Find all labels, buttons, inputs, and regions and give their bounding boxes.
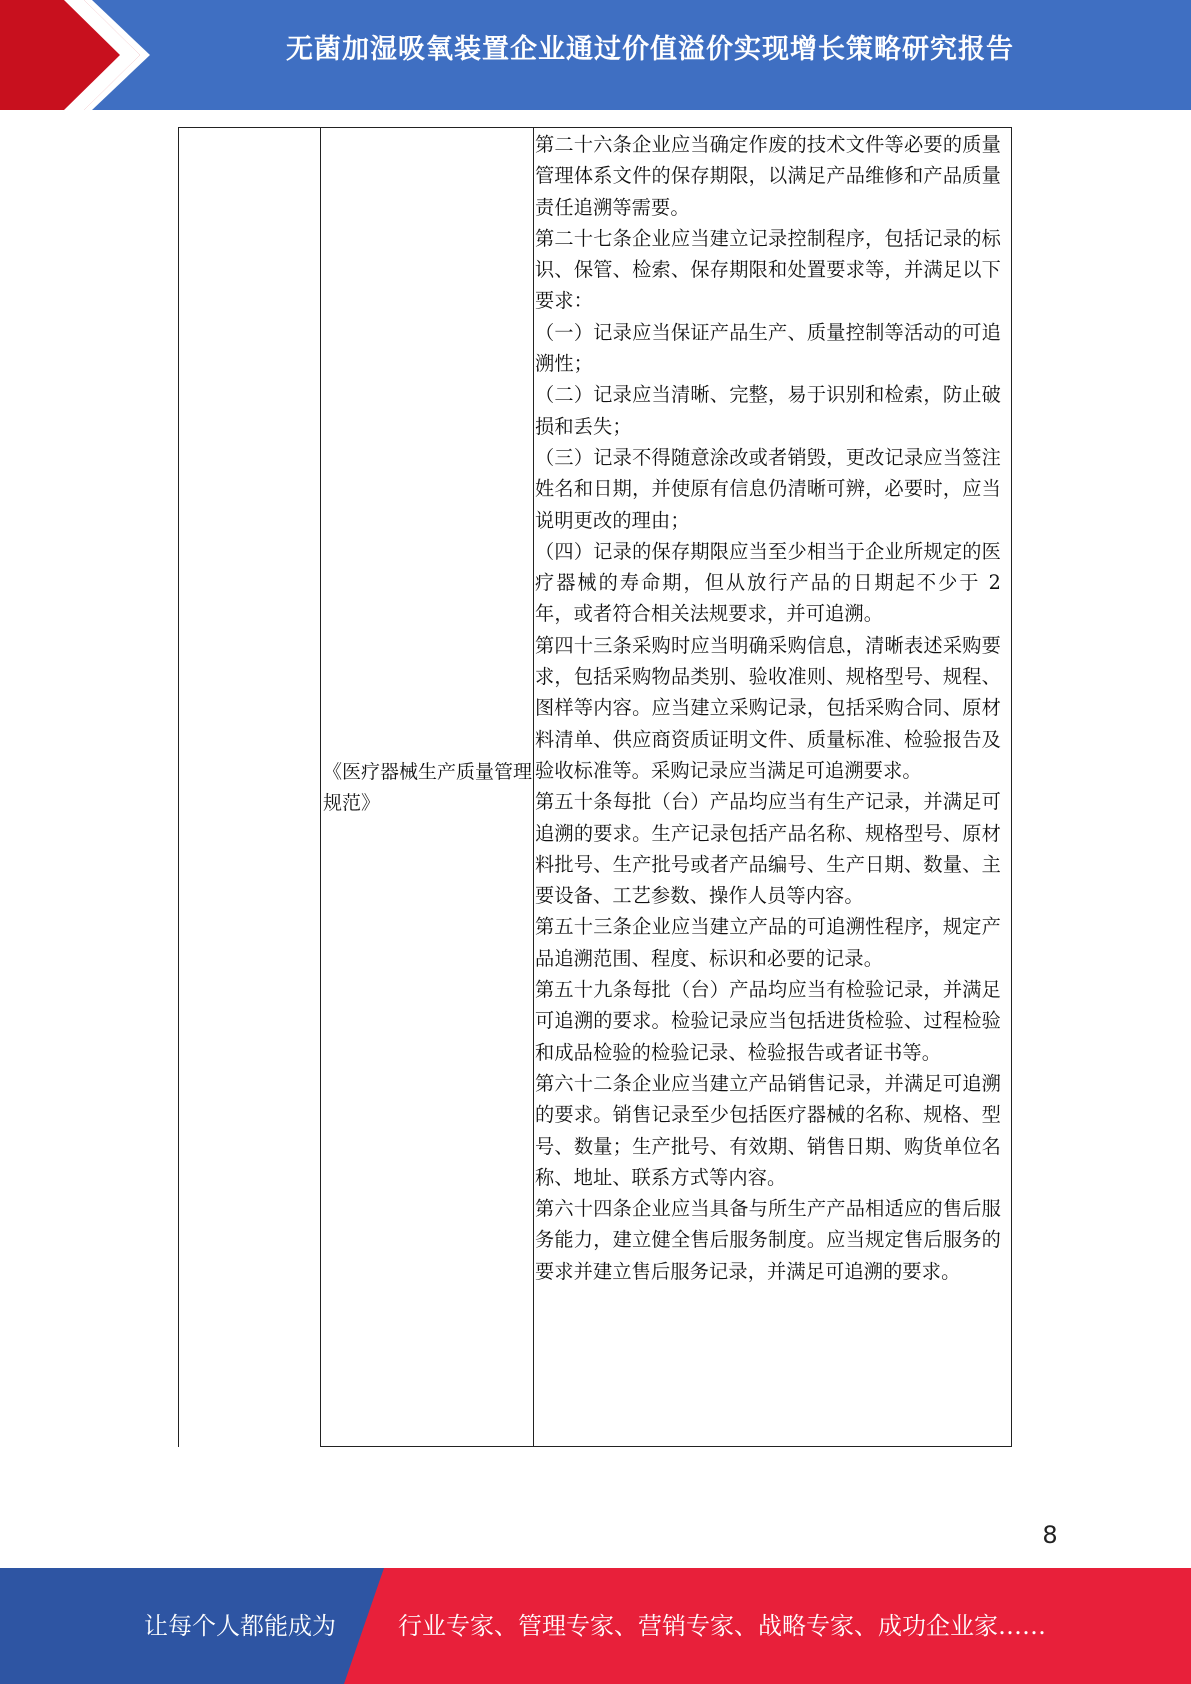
clause-paragraph: 第六十二条企业应当建立产品销售记录，并满足可追溯的要求。销售记录至少包括医疗器械的名称、规格、型号、数量；生产批号、有效期、销售日期、购货单位名称、地址、联系方式等内容。 — [535, 1071, 1001, 1189]
table-column-divider — [320, 127, 321, 1447]
clause-paragraph: （一）记录应当保证产品生产、质量控制等活动的可追溯性； — [535, 320, 1001, 376]
header-red-chevron — [0, 0, 150, 110]
clause-text-cell — [535, 129, 1001, 1287]
clause-paragraph: 第五十条每批（台）产品均应当有生产记录，并满足可追溯的要求。生产记录包括产品名称、规格型号、原材料批号、生产批号或者产品编号、生产日期、数量、主要设备、工艺参数、操作人员等内容。 — [535, 790, 1001, 908]
table-border-top — [178, 127, 1012, 128]
page-footer — [0, 1568, 1191, 1684]
table-column-divider — [533, 127, 534, 1447]
clause-paragraph: （三）记录不得随意涂改或者销毁，更改记录应当签注姓名和日期，并使原有信息仍清晰可辨，必要时，应当说明更改的理由； — [535, 445, 1001, 532]
clause-paragraph: 第二十六条企业应当确定作废的技术文件等必要的质量管理体系文件的保存期限，以满足产品维修和产品质量责任追溯等需要。 — [535, 133, 1001, 219]
clause-paragraph: （四）记录的保存期限应当至少相当于企业所规定的医疗器械的寿命期，但从放行产品的日期起不少于 2 年，或者符合相关法规要求，并可追溯。 — [535, 539, 1001, 626]
clause-paragraph: 第六十四条企业应当具备与所生产产品相适应的售后服务能力，建立健全售后服务制度。应当规定售后服务的要求并建立售后服务记录，并满足可追溯的要求。 — [535, 1197, 1001, 1283]
footer-slogan-right: 行业专家、管理专家、营销专家、战略专家、成功企业家…… — [398, 1612, 1046, 1640]
clause-paragraph: 第五十三条企业应当建立产品的可追溯性程序，规定产品追溯范围、程度、标识和必要的记录。 — [535, 915, 1001, 970]
footer-slogan-left: 让每个人都能成为 — [144, 1612, 336, 1640]
clause-paragraph: 第五十九条每批（台）产品均应当有检验记录，并满足可追溯的要求。检验记录应当包括进货检验、过程检验和成品检验的检验记录、检验报告或者证书等。 — [535, 978, 1001, 1064]
table-border-right — [1011, 127, 1012, 1447]
report-title: 无菌加湿吸氧装置企业通过价值溢价实现增长策略研究报告 — [286, 34, 1014, 65]
table-border-left — [178, 127, 179, 1447]
law-name-cell: 《医疗器械生产质量管理规范》 — [323, 761, 533, 814]
clause-paragraph: （二）记录应当清晰、完整，易于识别和检索，防止破损和丢失； — [535, 383, 1001, 438]
table-border-bottom — [320, 1446, 1012, 1447]
clause-paragraph: 第四十三条采购时应当明确采购信息，清晰表述采购要求，包括采购物品类别、验收准则、规格型号、规程、图样等内容。应当建立采购记录，包括采购合同、原材料清单、供应商资质证明文件、质量标准、检验报告及验收标准等。采购记录应当满足可追溯要求。 — [535, 633, 1001, 782]
page-number: 8 — [1042, 1521, 1058, 1549]
page-header — [0, 0, 1191, 110]
clause-paragraph: 第二十七条企业应当建立记录控制程序，包括记录的标识、保管、检索、保存期限和处置要求等，并满足以下要求： — [535, 226, 1001, 313]
